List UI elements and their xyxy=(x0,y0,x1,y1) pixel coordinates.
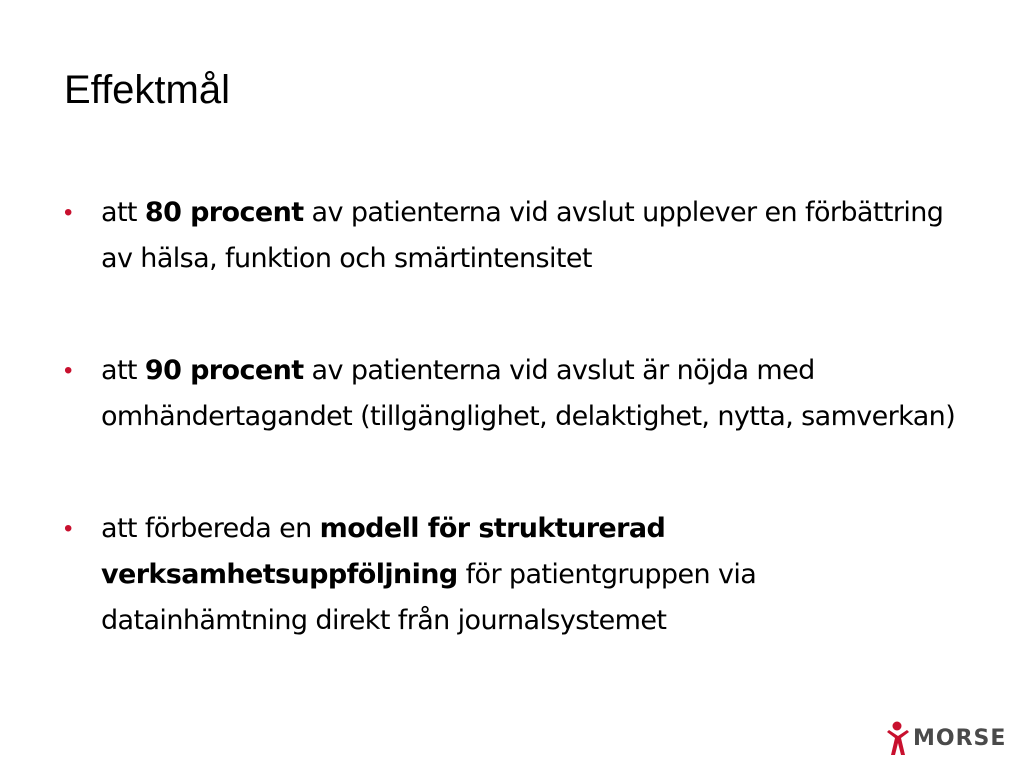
bullet-text-segment: att xyxy=(101,197,145,228)
bullet-marker: • xyxy=(64,199,73,226)
bullet-text-segment: att xyxy=(101,355,145,386)
bullet-item xyxy=(64,190,964,282)
bullet-item xyxy=(64,348,964,440)
bullet-text xyxy=(101,190,964,282)
bullet-item xyxy=(64,506,964,644)
bullet-text xyxy=(101,506,964,644)
bullet-marker: • xyxy=(64,515,73,542)
bullet-text-segment: för patientgruppen via datainhämtning direkt från journalsystemet xyxy=(101,559,757,636)
logo-text: MORSE xyxy=(913,726,1007,751)
bullet-marker: • xyxy=(64,357,73,384)
bullet-list xyxy=(64,190,964,644)
bullet-text-emphasis: 90 procent xyxy=(144,355,304,386)
bullet-text-emphasis: modell för strukturerad verksamhetsuppföljning xyxy=(101,513,666,590)
bullet-text-segment: av patienterna vid avslut upplever en förbättring av hälsa, funktion och smärtintensitet xyxy=(101,197,944,274)
bullet-text-segment: att förbereda en xyxy=(101,513,320,544)
bullet-text xyxy=(101,348,964,440)
bullet-text-emphasis: 80 procent xyxy=(144,197,304,228)
morse-logo xyxy=(885,717,1013,761)
person-figure-icon xyxy=(885,721,911,757)
bullet-text-segment: av patienterna vid avslut är nöjda med omhändertagandet (tillgänglighet, delaktighet, nytta, samverkan) xyxy=(101,355,956,432)
slide-title: Effektmål xyxy=(64,68,230,112)
